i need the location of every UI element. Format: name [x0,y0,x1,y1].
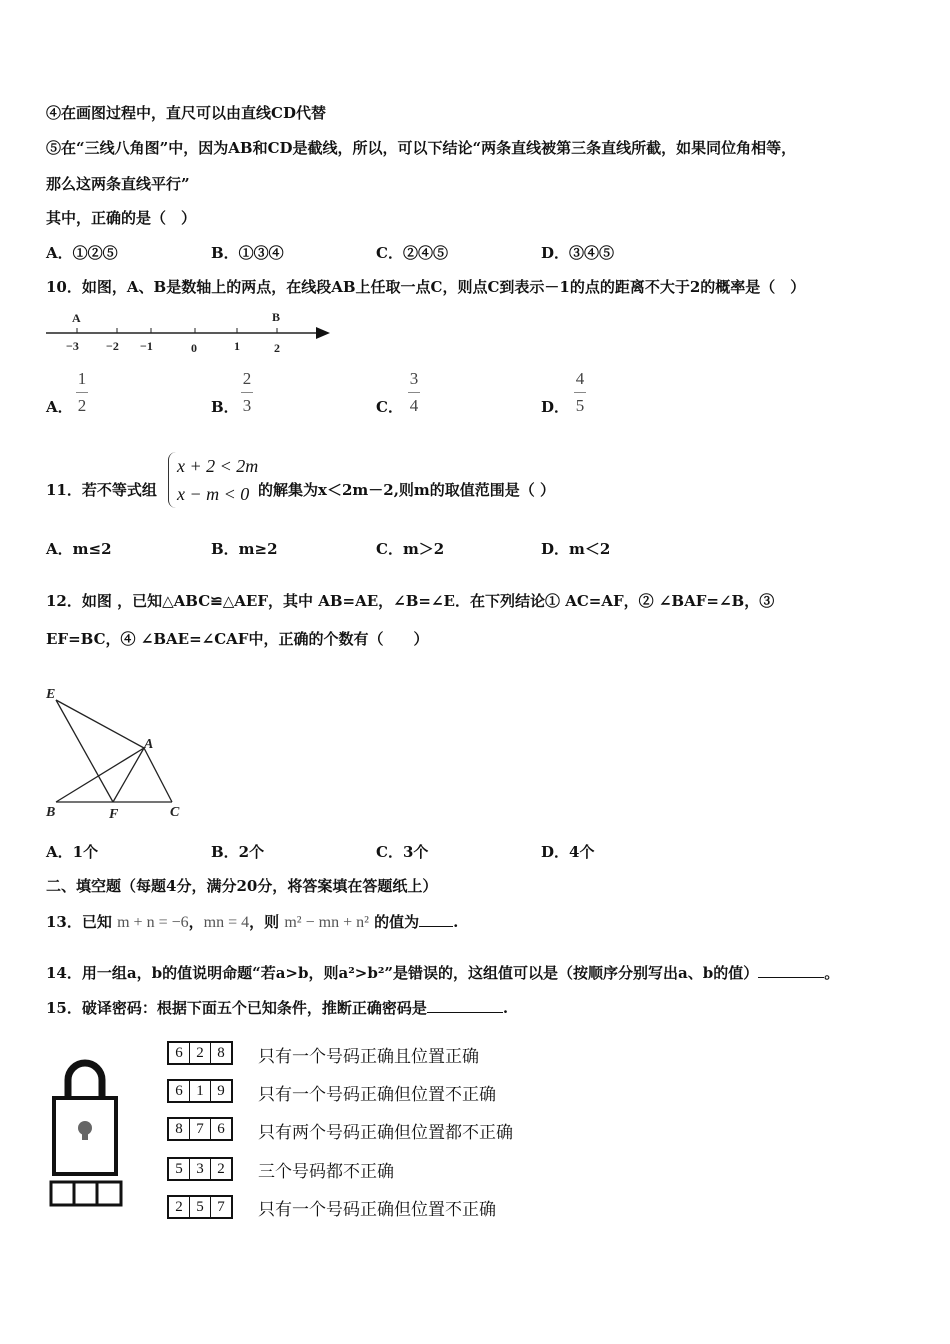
q9-question: 其中，正确的是（ ） [46,209,197,227]
q14 [46,962,839,983]
math-expr: m² − mn + n² [284,914,369,931]
fraction [76,369,88,416]
q10-text: 10．如图，A、B是数轴上的两点，在线段AB上任取一点C，则点C到表示－1的点的距离不大于2的概率是（ ） [46,278,806,296]
inequality-system [168,452,258,508]
code-clue-4 [167,1157,233,1181]
q12-option-b: B．2个 [211,843,265,861]
answer-blank[interactable] [419,926,453,927]
q10-option-c: C． [376,398,403,416]
q10-option-d: D． [541,398,570,416]
section-heading: 二、填空题（每题4分，满分20分，将答案填在答题纸上） [46,877,438,895]
q11-option-b: B．m≥2 [211,540,278,558]
label-e: E [46,687,56,702]
code-clue-2 [167,1079,233,1103]
separator: ， [188,913,204,931]
digit: 5 [175,1161,183,1177]
q11-prefix: 11．若不等式组 [46,481,157,499]
q12-line2: EF=BC，④ ∠BAE=∠CAF中，正确的个数有（ ） [46,630,429,648]
period: . [453,913,459,931]
code-clue-3 [167,1117,233,1141]
numerator: 3 [409,369,419,388]
q15 [46,997,508,1018]
denominator: 4 [409,396,419,415]
fraction [574,369,586,416]
q12-option-a: A．1个 [46,843,99,861]
tick-label: 1 [234,339,240,353]
q9-option-d: D．③④⑤ [541,244,615,262]
tick-label: 0 [191,341,197,355]
q9-option-b: B．①③④ [211,244,284,262]
label-a: A [144,737,154,752]
inequality-2: x − m < 0 [177,484,250,504]
q12-option-d: D．4个 [541,843,595,861]
q9-item4: ④在画图过程中，直尺可以由直线CD代替 [46,104,326,122]
triangle-figure [40,680,200,825]
q9-item5: ⑤在“三线八角图”中，因为AB和CD是截线，所以，可以下结论“两条直线被第三条直线所截，如果同位角相等， [46,139,797,157]
answer-blank[interactable] [427,1012,503,1013]
arrow-icon [316,327,330,339]
point-b-label: B [272,310,281,324]
tick-label: −3 [66,339,79,353]
q11-option-a: A．m≤2 [46,540,112,558]
digit: 8 [210,1043,231,1063]
code-clue-5 [167,1195,233,1219]
digit: 8 [175,1121,183,1137]
clue-text: 只有两个号码正确但位置都不正确 [258,1123,513,1143]
label-b: B [46,805,56,820]
lock-icon [46,1058,126,1210]
fraction [408,369,420,416]
number-line-figure [44,308,334,358]
digit: 6 [175,1083,183,1099]
digit: 7 [210,1197,231,1217]
q13-mid: ，则 [249,913,280,931]
label-f: F [109,807,119,822]
period: 。 [824,964,840,982]
denominator: 5 [575,396,585,415]
q11-suffix: 的解集为x＜2m－2,则m的取值范围是（ ） [258,481,556,499]
q9-option-a: A．①②⑤ [46,244,118,262]
digit: 6 [210,1119,231,1139]
denominator: 2 [77,396,87,415]
digit: 9 [210,1081,231,1101]
q15-text: 15．破译密码：根据下面五个已知条件，推断正确密码是 [46,999,427,1017]
clue-text: 只有一个号码正确但位置不正确 [258,1085,496,1105]
numerator: 4 [575,369,585,388]
q13 [46,911,458,932]
numerator: 2 [242,369,252,388]
q13-prefix: 13．已知 [46,913,112,931]
q12-option-c: C．3个 [376,843,429,861]
q10-option-a: A． [46,398,73,416]
q14-text: 14．用一组a，b的值说明命题“若a>b，则a²>b²”是错误的，这组值可以是（按顺序分别写出a、b的值） [46,964,759,982]
digit: 2 [175,1199,183,1215]
denominator: 3 [242,396,252,415]
clue-text: 三个号码都不正确 [258,1162,394,1182]
label-c: C [170,805,180,820]
inequality-1: x + 2 < 2m [177,456,259,476]
q13-suffix: 的值为 [374,913,420,931]
tick-label: −2 [106,339,119,353]
tick-label: −1 [140,339,153,353]
clue-text: 只有一个号码正确且位置正确 [258,1047,479,1067]
answer-blank[interactable] [758,977,824,978]
clue-text: 只有一个号码正确但位置不正确 [258,1200,496,1220]
q9-item5-cont: 那么这两条直线平行” [46,175,190,193]
period: . [502,999,509,1017]
math-expr: m + n = −6 [117,914,189,931]
code-clue-1 [167,1041,233,1065]
numerator: 1 [77,369,87,388]
digit: 2 [189,1043,210,1063]
q11-option-c: C．m＞2 [376,540,445,558]
digit: 3 [189,1159,210,1179]
digit: 2 [210,1159,231,1179]
digit: 5 [189,1197,210,1217]
digit: 7 [189,1119,210,1139]
math-expr: mn = 4 [203,914,250,931]
tick-label: 2 [274,341,280,355]
q12-line1: 12．如图 ，已知△ABC≌△AEF，其中 AB=AE，∠B=∠E．在下列结论① AC=AF，② ∠BAF=∠B，③ [46,592,775,610]
q9-option-c: C．②④⑤ [376,244,448,262]
digit: 6 [175,1045,183,1061]
q10-option-b: B． [211,398,239,416]
digit: 1 [189,1081,210,1101]
q11-option-d: D．m＜2 [541,540,611,558]
fraction [241,369,253,416]
point-a-label: A [72,311,81,325]
